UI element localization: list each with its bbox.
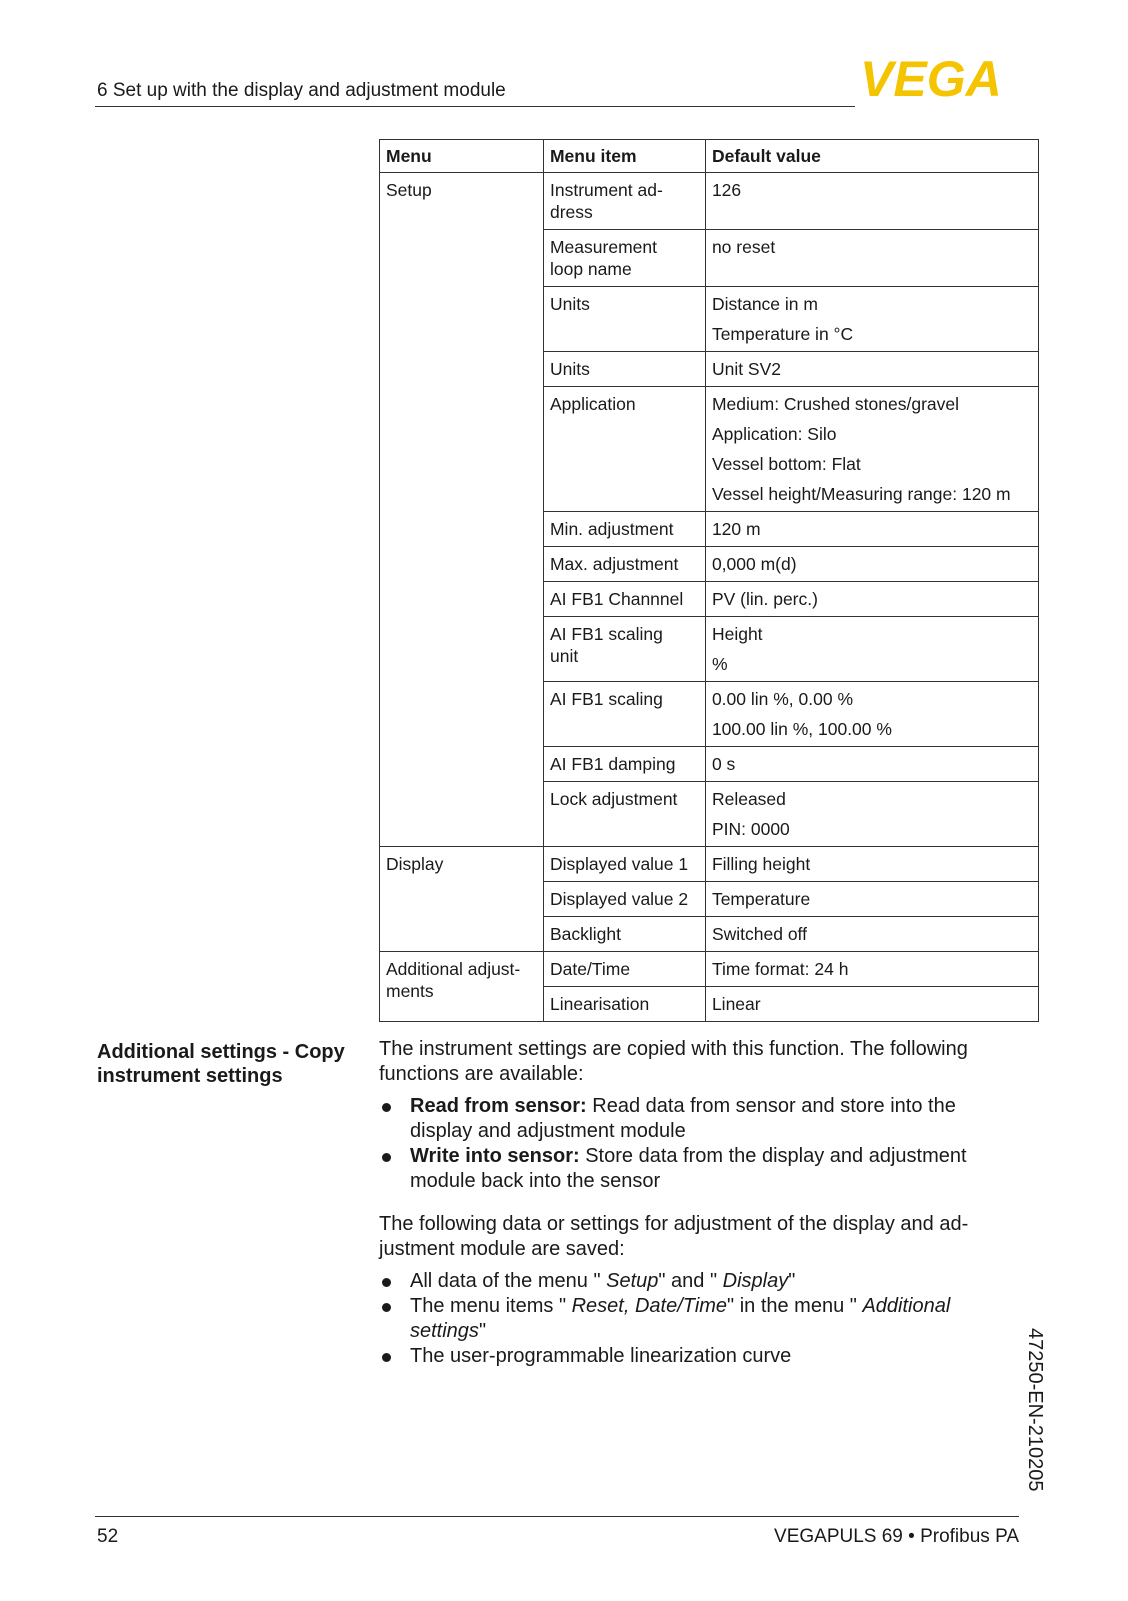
table-body: [380, 173, 1039, 1022]
default-value-cell: [705, 287, 1038, 352]
menu-name: Display: [722, 1270, 789, 1292]
function-name: Write into sensor:: [410, 1145, 580, 1167]
default-value-cell: [705, 582, 1038, 617]
menu-item-cell: Application: [543, 387, 705, 512]
default-value: Vessel bottom: Flat: [711, 454, 861, 474]
menu-name: Reset, Date/Time: [571, 1295, 728, 1317]
functions-list: [379, 1094, 1019, 1194]
menu-item-cell: Max. adjustment: [543, 547, 705, 582]
menu-item-cell: AI FB1 Channnel: [543, 582, 705, 617]
function-description: Store data from the display and adjustment module back into the sensor: [410, 1145, 967, 1192]
menu-cell: Display: [380, 847, 544, 952]
section-side-heading: Additional settings - Copy instrument settings: [97, 1041, 345, 1087]
table-row: [380, 847, 1039, 882]
default-value: 0,000 m(d): [711, 554, 797, 574]
text-run: " in the menu ": [727, 1295, 863, 1317]
default-value: Time format: 24 h: [711, 959, 849, 979]
footer-product-name: VEGAPULS 69 • Profibus PA: [774, 1526, 1019, 1547]
default-value: Switched off: [711, 924, 807, 944]
default-value-cell: [705, 173, 1038, 230]
default-value: Application: Silo: [711, 424, 837, 444]
table-row: [380, 952, 1039, 987]
default-value-cell: [705, 782, 1038, 847]
default-value: 0.00 lin %, 0.00 %: [711, 689, 854, 709]
default-value-cell: [705, 352, 1038, 387]
table-header-row: [380, 140, 1039, 173]
column-header-menu-item: Menu item: [543, 140, 705, 173]
text-run: ": [478, 1320, 487, 1342]
intro-paragraph: The instrument settings are copied with this function. The following functions are available:: [379, 1038, 968, 1085]
saved-intro-paragraph: The following data or settings for adjustment of the display and ad-justment module are saved:: [379, 1213, 969, 1260]
text-run: " and ": [658, 1270, 723, 1292]
list-item: [379, 1094, 1019, 1144]
default-value-cell: [705, 987, 1038, 1022]
default-value-cell: [705, 682, 1038, 747]
default-value: Medium: Crushed stones/gravel: [711, 394, 960, 414]
default-value-cell: [705, 387, 1038, 512]
menu-item-cell: AI FB1 scaling unit: [543, 617, 705, 682]
function-name: Read from sensor:: [410, 1095, 587, 1117]
default-value-cell: [705, 547, 1038, 582]
menu-item-cell: Lock adjustment: [543, 782, 705, 847]
default-value-cell: [705, 847, 1038, 882]
default-value-cell: [705, 882, 1038, 917]
saved-section-body: [379, 1212, 1019, 1369]
default-value: PV (lin. perc.): [711, 589, 818, 609]
menu-name: Setup: [606, 1270, 659, 1292]
text-run: The menu items ": [410, 1295, 572, 1317]
default-value: Linear: [711, 994, 761, 1014]
function-description: Read data from sensor and store into the display and adjustment module: [410, 1095, 956, 1142]
default-value-cell: [705, 747, 1038, 782]
logo-text: VEGA: [860, 54, 1002, 102]
vega-logo: [860, 54, 1020, 102]
default-value: Vessel height/Measuring range: 120 m: [711, 484, 1011, 504]
default-value: Temperature: [711, 889, 811, 909]
list-item: [379, 1344, 1019, 1369]
default-value-cell: [705, 230, 1038, 287]
header-divider: [95, 106, 855, 107]
menu-item-cell: Instrument ad- dress: [543, 173, 705, 230]
default-values-table: [379, 139, 1039, 1022]
default-value: Distance in m: [711, 294, 818, 314]
column-header-default-value: Default value: [705, 140, 1038, 173]
page-number: 52: [97, 1526, 119, 1547]
default-value-cell: [705, 952, 1038, 987]
default-value: PIN: 0000: [711, 819, 790, 839]
default-value: 0 s: [711, 754, 736, 774]
menu-item-cell: Backlight: [543, 917, 705, 952]
default-value: %: [711, 654, 728, 674]
menu-item-cell: Measurement loop name: [543, 230, 705, 287]
menu-item-cell: Units: [543, 352, 705, 387]
table-row: [380, 173, 1039, 230]
column-header-menu: Menu: [380, 140, 544, 173]
default-value: Unit SV2: [711, 359, 782, 379]
menu-item-cell: AI FB1 scaling: [543, 682, 705, 747]
list-item: [379, 1144, 1019, 1194]
default-value: 100.00 lin %, 100.00 %: [711, 719, 892, 739]
list-item: [379, 1269, 1019, 1294]
default-value-cell: [705, 617, 1038, 682]
default-value-cell: [705, 917, 1038, 952]
saved-items-list: [379, 1269, 1019, 1369]
text-run: All data of the menu ": [410, 1270, 607, 1292]
default-value: Height: [711, 624, 763, 644]
default-value: no reset: [711, 237, 776, 257]
default-value: Temperature in °C: [711, 324, 854, 344]
default-value: Filling height: [711, 854, 811, 874]
default-value: 126: [711, 180, 742, 200]
menu-item-cell: AI FB1 damping: [543, 747, 705, 782]
copy-section-body: [379, 1037, 1019, 1194]
default-value: Released: [711, 789, 786, 809]
menu-item-cell: Linearisation: [543, 987, 705, 1022]
menu-item-cell: Units: [543, 287, 705, 352]
menu-cell: Setup: [380, 173, 544, 847]
menu-item-cell: Displayed value 2: [543, 882, 705, 917]
document-number: 47250-EN-210205: [1024, 1328, 1046, 1492]
default-value: 120 m: [711, 519, 761, 539]
default-value-cell: [705, 512, 1038, 547]
footer-divider: [95, 1516, 1019, 1517]
menu-name: Additional settings: [410, 1295, 951, 1342]
menu-item-cell: Displayed value 1: [543, 847, 705, 882]
menu-item-cell: Min. adjustment: [543, 512, 705, 547]
menu-item-cell: Date/Time: [543, 952, 705, 987]
text-run: ": [788, 1270, 796, 1292]
list-item: [379, 1294, 1019, 1344]
menu-cell: Additional adjust- ments: [380, 952, 544, 1022]
page-header-title: 6 Set up with the display and adjustment module: [97, 80, 506, 101]
text-run: The user-programmable linearization curve: [410, 1345, 792, 1367]
